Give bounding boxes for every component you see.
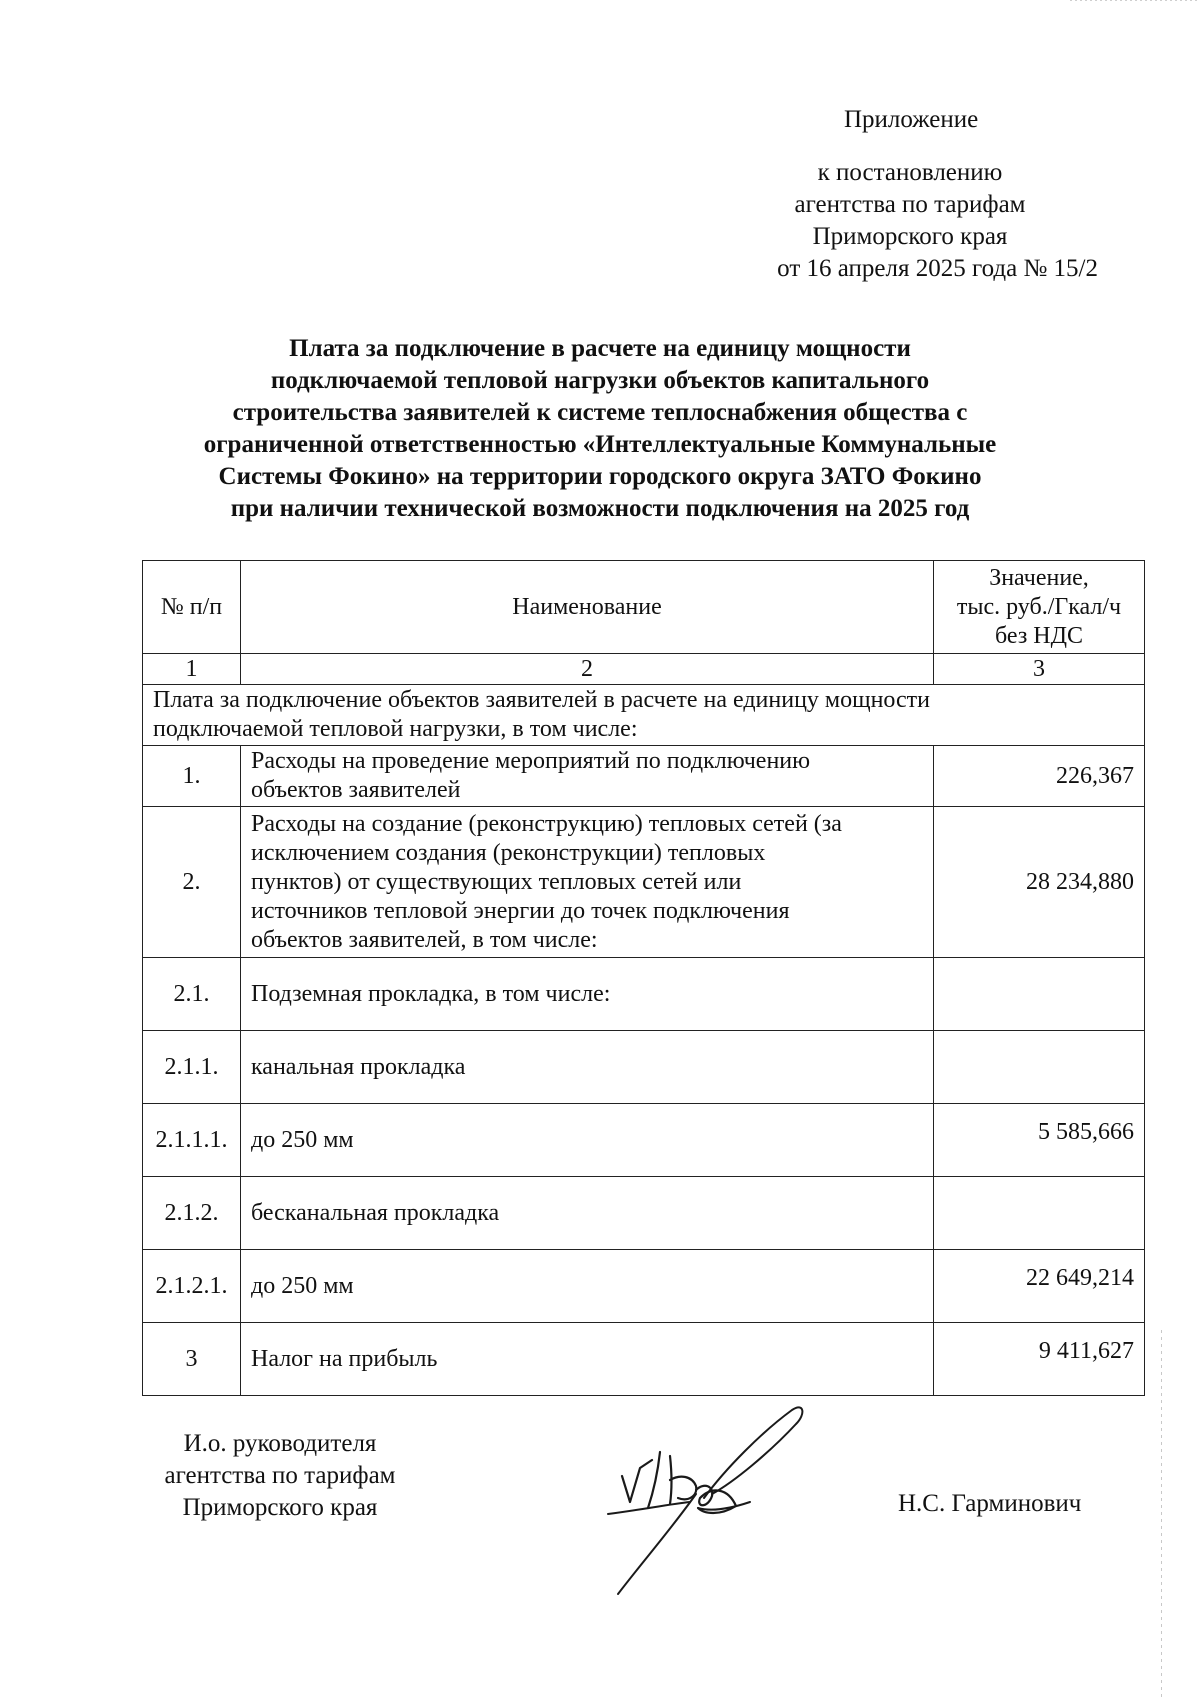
header-value-line: тыс. руб./Гкал/ч [956,593,1122,620]
row-number: 2.1.1.1. [143,1104,241,1177]
row-name-line: источников тепловой энергии до точек подключения [251,897,790,924]
appendix-reference [700,157,1120,285]
row-value [934,958,1145,1031]
scan-artifact-edge [1161,1330,1162,1698]
row-name [241,746,934,807]
column-number: 1 [143,654,241,685]
row-value [934,1031,1145,1104]
title-line: ограниченной ответственностью «Интеллектуальные Коммунальные [203,431,997,458]
row-number: 2.1. [143,958,241,1031]
row-name: до 250 мм [241,1104,934,1177]
position-line: Приморского края [182,1494,378,1521]
row-name-line: Расходы на проведение мероприятий по подключению [251,748,811,774]
section-row [143,685,1145,746]
row-name-line: объектов заявителей, в том числе: [251,926,598,953]
title-line: Плата за подключение в расчете на единицу мощности [289,335,911,362]
title-line: строительства заявителей к системе теплоснабжения общества с [232,399,968,426]
section-line: подключаемой тепловой нагрузки, в том числе: [153,716,638,742]
handwritten-signature [600,1390,830,1600]
row-name: бесканальная прокладка [241,1177,934,1250]
row-name-line: объектов заявителей [251,777,461,803]
column-number-row [143,654,1145,685]
row-name-line: Расходы на создание (реконструкцию) тепловых сетей (за [251,810,842,837]
appendix-line: к постановлению [817,159,1003,186]
row-value [934,1177,1145,1250]
tariff-table [142,560,1145,1396]
header-value-line: без НДС [994,622,1084,649]
table-header-row [143,561,1145,654]
table-row [143,1104,1145,1177]
row-value: 9 411,627 [934,1323,1145,1396]
position-line: агентства по тарифам [164,1462,396,1489]
header-value-line: Значение, [989,564,1089,591]
header-value [934,561,1145,654]
table-row [143,807,1145,958]
section-cell [143,685,1145,746]
table-row [143,746,1145,807]
table-row [143,1031,1145,1104]
table-row [143,1323,1145,1396]
appendix-title: Приложение [844,106,979,133]
row-number: 3 [143,1323,241,1396]
row-name: канальная прокладка [241,1031,934,1104]
row-value: 226,367 [934,746,1145,807]
row-value: 5 585,666 [934,1104,1145,1177]
header-name: Наименование [241,561,934,654]
title-line: подключаемой тепловой нагрузки объектов капитального [270,367,930,394]
table-row [143,958,1145,1031]
row-number: 2.1.1. [143,1031,241,1104]
row-name-line: пунктов) от существующих тепловых сетей или [251,868,742,895]
table-row [143,1177,1145,1250]
appendix-line: от 16 апреля 2025 года № 15/2 [777,255,1098,282]
column-number: 3 [934,654,1145,685]
row-number: 2.1.2.1. [143,1250,241,1323]
row-name: Подземная прокладка, в том числе: [241,958,934,1031]
signatory-position [140,1428,420,1524]
signatory-name: Н.С. Гарминович [898,1490,1082,1517]
title-line: Системы Фокино» на территории городского округа ЗАТО Фокино [218,463,982,490]
row-name-line: исключением создания (реконструкции) тепловых [251,839,766,866]
row-name: Налог на прибыль [241,1323,934,1396]
row-name: до 250 мм [241,1250,934,1323]
row-number: 2. [143,807,241,958]
row-value: 22 649,214 [934,1250,1145,1323]
section-line: Плата за подключение объектов заявителей в расчете на единицу мощности [153,687,930,713]
header-no: № п/п [143,561,241,654]
table-row [143,1250,1145,1323]
scan-artifact-top [1070,0,1200,1]
position-line: И.о. руководителя [183,1430,377,1457]
row-value: 28 234,880 [934,807,1145,958]
appendix-line: Приморского края [812,223,1008,250]
row-number: 1. [143,746,241,807]
appendix-line: агентства по тарифам [794,191,1026,218]
document-title [120,333,1080,525]
column-number: 2 [241,654,934,685]
row-name [241,807,934,958]
row-number: 2.1.2. [143,1177,241,1250]
title-line: при наличии технической возможности подключения на 2025 год [230,495,970,522]
